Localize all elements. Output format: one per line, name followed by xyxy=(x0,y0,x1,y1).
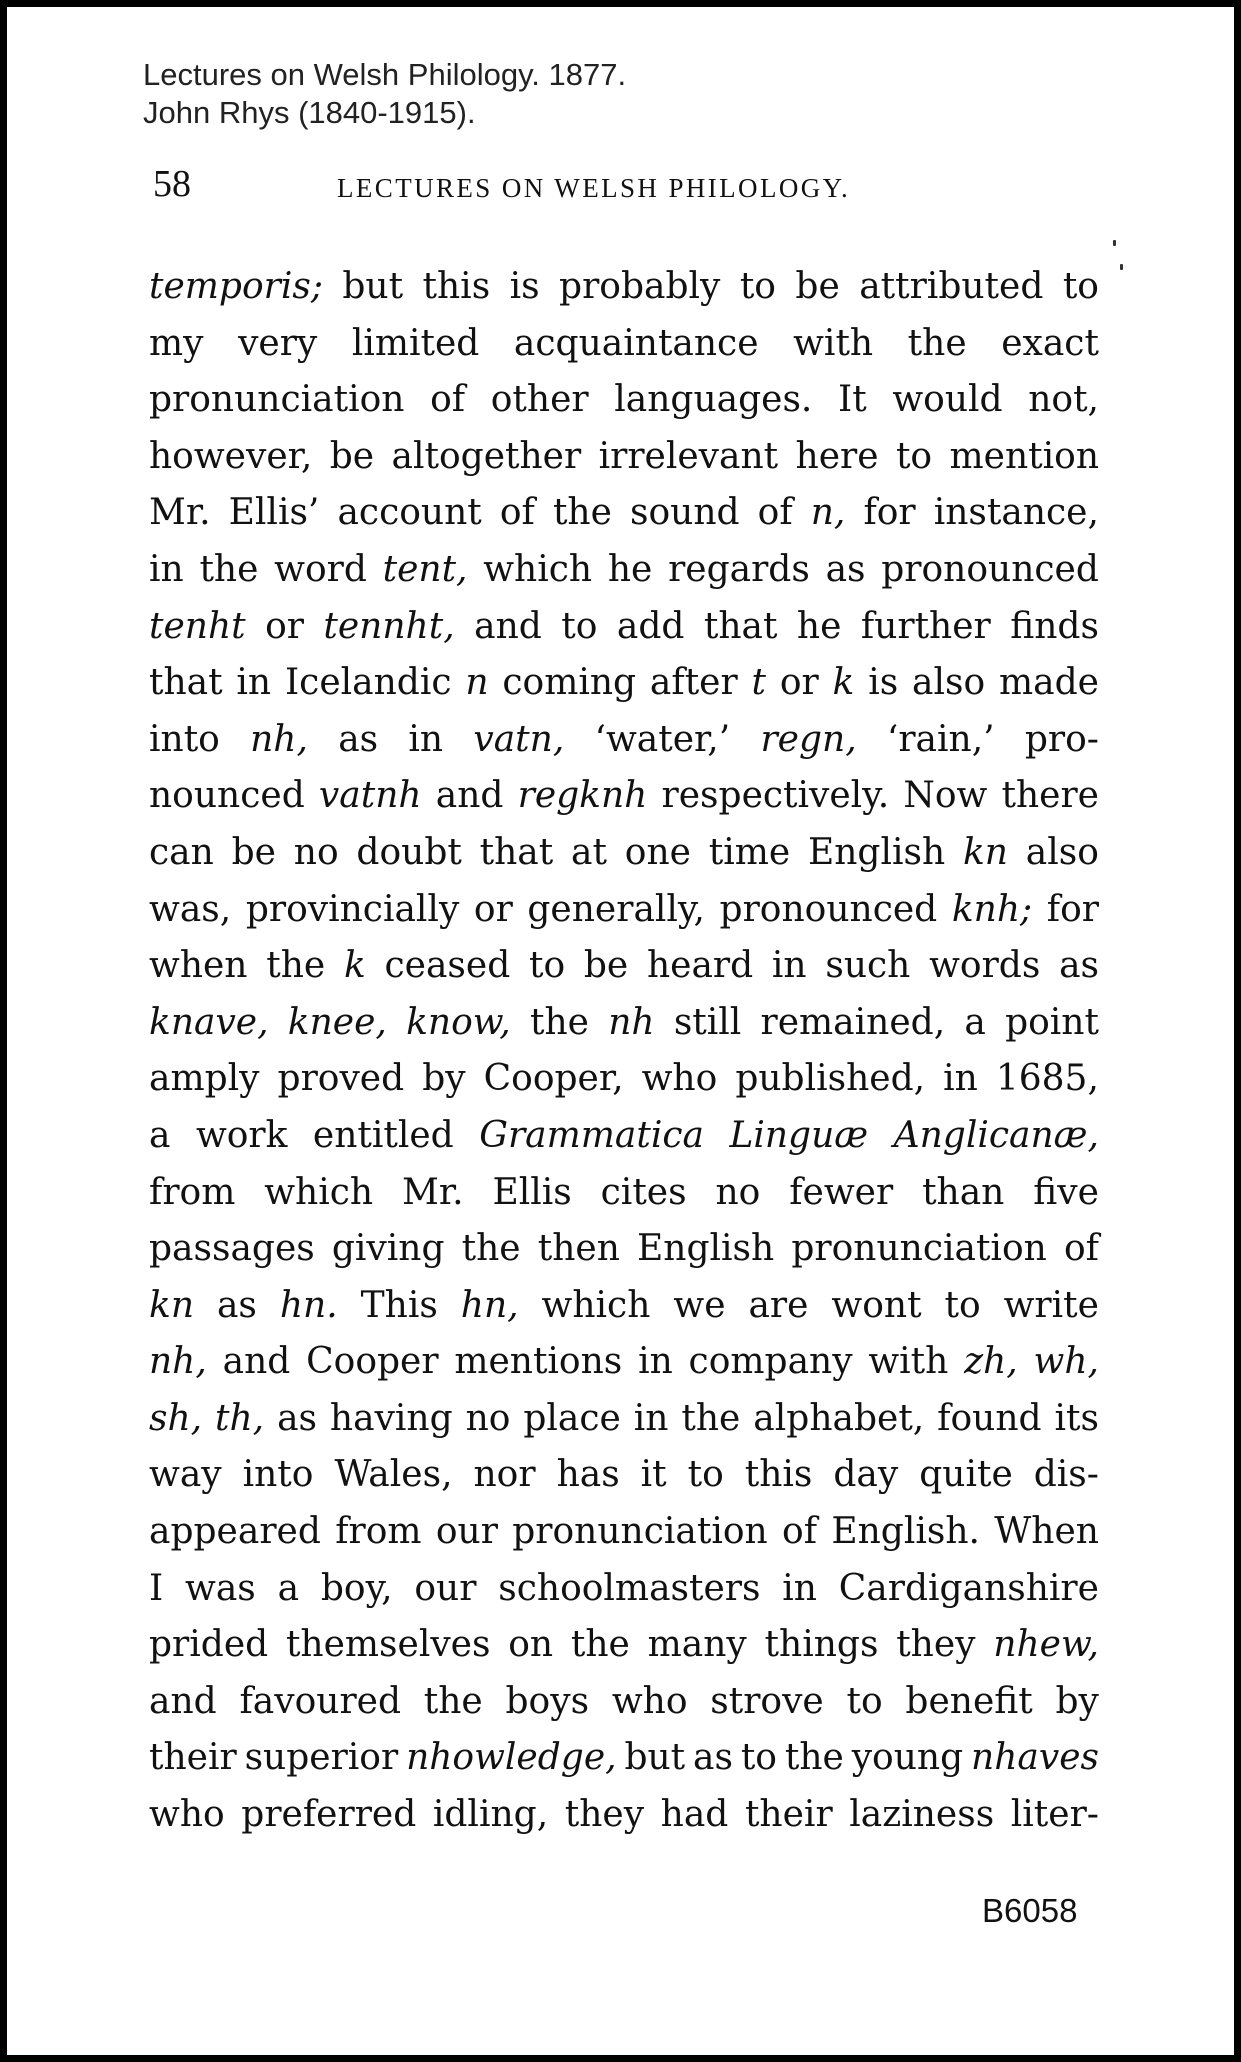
scan-speck xyxy=(1113,240,1116,246)
word: respectively. xyxy=(661,775,890,817)
word: English. xyxy=(831,1511,980,1553)
running-head: LECTURES ON WELSH PHILOLOGY. xyxy=(337,173,851,203)
word: heard xyxy=(646,945,754,987)
word: and xyxy=(222,1341,291,1383)
word: other xyxy=(490,379,589,421)
text-line xyxy=(149,655,1099,712)
word: the xyxy=(570,1624,630,1666)
word: no xyxy=(293,831,339,873)
text-line xyxy=(149,1730,1099,1787)
word: way xyxy=(149,1454,222,1496)
word: finds xyxy=(1010,605,1099,647)
italic-word: hn. xyxy=(279,1284,338,1326)
word: pronounced xyxy=(719,888,938,930)
word: altogether xyxy=(391,435,582,477)
italic-word: tent, xyxy=(382,548,468,590)
word: and xyxy=(435,775,504,817)
word: of xyxy=(430,379,466,421)
word: of xyxy=(757,492,793,534)
word: to xyxy=(740,1737,777,1779)
word: but xyxy=(624,1737,686,1779)
italic-word: Grammatica xyxy=(479,1114,704,1156)
word: is xyxy=(868,662,899,704)
word: boy, xyxy=(320,1567,393,1609)
word: was xyxy=(185,1567,256,1609)
word: my xyxy=(149,322,204,364)
word: day xyxy=(833,1454,899,1496)
word: of xyxy=(782,1511,818,1553)
word: as xyxy=(693,1737,733,1779)
word: proved xyxy=(277,1058,405,1100)
italic-word: nh, xyxy=(250,718,308,760)
word: their xyxy=(744,1794,833,1836)
word: English xyxy=(807,831,946,873)
word: amply xyxy=(149,1058,260,1100)
text-line xyxy=(149,599,1099,656)
word: strove xyxy=(710,1680,824,1722)
word: a xyxy=(149,1114,171,1156)
source-citation xyxy=(143,56,626,132)
word: be xyxy=(583,945,629,987)
word: in xyxy=(771,945,807,987)
word: limited xyxy=(351,322,480,364)
word: wont xyxy=(831,1284,922,1326)
word: published, xyxy=(735,1058,926,1100)
word: pronunciation xyxy=(512,1511,768,1553)
word: themselves xyxy=(285,1624,491,1666)
text-line xyxy=(149,542,1099,599)
word: be xyxy=(795,266,840,307)
word: young xyxy=(851,1737,964,1779)
word: here xyxy=(795,435,879,477)
word: boys xyxy=(505,1680,590,1722)
word: having xyxy=(329,1397,453,1439)
source-title: Lectures on Welsh Philology. 1877. xyxy=(143,57,627,92)
text-line xyxy=(149,1334,1099,1391)
word: he xyxy=(607,548,653,590)
italic-word: vatnh xyxy=(318,775,422,817)
word: who xyxy=(149,1794,225,1836)
text-line xyxy=(149,1051,1099,1108)
italic-word: th, xyxy=(215,1397,265,1439)
word: laziness xyxy=(849,1794,995,1836)
word: pro- xyxy=(1024,718,1099,760)
word: regards xyxy=(668,548,810,590)
word: favoured xyxy=(239,1680,402,1722)
word: they xyxy=(564,1794,645,1836)
word: the xyxy=(681,1397,741,1439)
text-line xyxy=(149,1278,1099,1335)
italic-word: hn, xyxy=(460,1284,519,1326)
word: passages xyxy=(149,1228,315,1270)
word: preferred xyxy=(241,1794,417,1836)
word: alphabet, xyxy=(753,1397,925,1439)
word: Cardiganshire xyxy=(838,1567,1099,1609)
word: who xyxy=(611,1680,688,1722)
word: that xyxy=(479,831,554,873)
word: to xyxy=(687,1454,724,1496)
text-line xyxy=(149,1165,1099,1222)
text-line xyxy=(149,1108,1099,1165)
word: English xyxy=(637,1228,775,1270)
word: schoolmasters xyxy=(498,1567,761,1609)
word: languages. xyxy=(614,379,813,421)
word: not, xyxy=(1028,379,1099,421)
word: which xyxy=(541,1284,651,1326)
italic-word: knh; xyxy=(951,888,1033,930)
word: sound xyxy=(629,492,740,534)
word: provincially xyxy=(245,888,460,930)
word: that xyxy=(703,605,778,647)
word: no xyxy=(715,1171,761,1213)
word: the xyxy=(552,492,612,534)
word: they xyxy=(896,1624,976,1666)
word: however, xyxy=(149,435,313,477)
word: when xyxy=(149,945,248,987)
word: to xyxy=(1062,266,1099,307)
word: things xyxy=(764,1624,879,1666)
word: at xyxy=(571,831,607,873)
word: add xyxy=(616,605,685,647)
italic-word: nh, xyxy=(149,1341,207,1383)
word: its xyxy=(1054,1397,1099,1439)
italic-word: tenht xyxy=(149,605,246,647)
word: instance, xyxy=(933,492,1099,534)
word: idling, xyxy=(432,1794,549,1836)
word: many xyxy=(647,1624,747,1666)
word: has xyxy=(556,1454,620,1496)
word: to xyxy=(846,1680,883,1722)
word: into xyxy=(149,718,220,760)
text-line xyxy=(149,372,1099,429)
word: in xyxy=(638,1341,673,1383)
word: When xyxy=(994,1511,1099,1553)
word: of xyxy=(499,492,535,534)
word: exact xyxy=(1001,322,1099,364)
word: from xyxy=(335,1511,422,1553)
word: to xyxy=(944,1284,981,1326)
word: giving xyxy=(331,1228,445,1270)
word: and xyxy=(474,605,542,647)
word: this xyxy=(744,1454,813,1496)
word: pronunciation xyxy=(149,379,405,421)
word: Cooper xyxy=(306,1341,439,1383)
word: one xyxy=(624,831,691,873)
word: point xyxy=(1005,1001,1099,1043)
word: pronounced xyxy=(881,548,1099,590)
word: would xyxy=(892,379,1003,421)
word: write xyxy=(1003,1284,1099,1326)
word: nounced xyxy=(149,775,305,817)
word: It xyxy=(838,379,867,421)
word: or xyxy=(779,662,819,704)
word: which xyxy=(264,1171,374,1213)
word: ceased xyxy=(384,945,511,987)
word: further xyxy=(860,605,991,647)
word: in xyxy=(943,1058,978,1100)
italic-word: zh, xyxy=(964,1341,1018,1383)
word: then xyxy=(537,1228,620,1270)
word: attributed xyxy=(859,266,1044,307)
word: dis- xyxy=(1033,1454,1099,1496)
word: word xyxy=(274,548,367,590)
word: but xyxy=(342,266,404,307)
text-line xyxy=(149,1674,1099,1731)
text-line xyxy=(149,1504,1099,1561)
word: appeared xyxy=(149,1511,321,1553)
word: which xyxy=(483,548,593,590)
word: doubt xyxy=(356,831,462,873)
word: coming xyxy=(502,662,637,704)
italic-word: kn xyxy=(962,831,1008,873)
catalog-stamp: B6058 xyxy=(982,1892,1078,1929)
text-line xyxy=(149,316,1099,373)
word: our xyxy=(435,1511,498,1553)
word: with xyxy=(868,1341,949,1383)
italic-word: wh, xyxy=(1033,1341,1099,1383)
word: can xyxy=(149,831,214,873)
text-line xyxy=(149,1787,1099,1844)
text-line xyxy=(149,712,1099,769)
word: as xyxy=(825,548,866,590)
word: this xyxy=(422,266,491,307)
word: as xyxy=(277,1397,317,1439)
italic-word: t xyxy=(751,662,766,704)
text-line xyxy=(149,1617,1099,1674)
italic-word: k xyxy=(343,945,366,987)
word: to xyxy=(529,945,566,987)
word: fewer xyxy=(789,1171,894,1213)
italic-word: nhaves xyxy=(971,1737,1099,1779)
word: generally, xyxy=(527,888,705,930)
word: the xyxy=(907,322,967,364)
word: are xyxy=(748,1284,809,1326)
word: work xyxy=(195,1114,288,1156)
text-line xyxy=(149,429,1099,486)
word: is xyxy=(509,266,540,307)
word: Icelandic xyxy=(284,662,452,704)
word: be xyxy=(231,831,276,873)
italic-word: vatn, xyxy=(473,718,565,760)
word: in xyxy=(149,548,184,590)
word: prided xyxy=(149,1624,269,1666)
text-line xyxy=(149,768,1099,825)
word: in xyxy=(782,1567,817,1609)
word: we xyxy=(673,1284,726,1326)
word: the xyxy=(530,1001,589,1043)
word: in xyxy=(633,1397,669,1439)
text-line xyxy=(149,485,1099,542)
word: mention xyxy=(949,435,1099,477)
word: Now xyxy=(903,775,988,817)
word: by xyxy=(422,1058,466,1100)
italic-word: regn, xyxy=(760,718,857,760)
page-number: 58 xyxy=(153,163,191,205)
word: 1685, xyxy=(995,1058,1099,1100)
word: from xyxy=(149,1171,236,1213)
word: irrelevant xyxy=(598,435,779,477)
text-line xyxy=(149,1447,1099,1504)
word: Mr. xyxy=(149,492,211,534)
word: who xyxy=(641,1058,718,1100)
word: acquaintance xyxy=(513,322,759,364)
text-line xyxy=(149,1391,1099,1448)
text-line xyxy=(149,882,1099,939)
body-text xyxy=(149,259,1099,1844)
word: words xyxy=(929,945,1041,987)
word: company xyxy=(688,1341,853,1383)
word: five xyxy=(1033,1171,1099,1213)
word: was, xyxy=(149,888,232,930)
word: in xyxy=(236,662,272,704)
word: on xyxy=(508,1624,554,1666)
italic-word: know, xyxy=(406,1001,511,1043)
word: it xyxy=(640,1454,667,1496)
word: or xyxy=(473,888,513,930)
italic-word: nhew, xyxy=(993,1624,1099,1666)
word: had xyxy=(660,1794,729,1836)
word: as xyxy=(216,1284,257,1326)
italic-word: n, xyxy=(810,492,846,534)
word: quite xyxy=(919,1454,1013,1496)
word: for xyxy=(863,492,916,534)
italic-word: nh xyxy=(608,1001,655,1043)
word: remained, xyxy=(760,1001,946,1043)
scan-speck xyxy=(1120,264,1123,270)
text-line xyxy=(149,825,1099,882)
word: liter- xyxy=(1010,1794,1099,1836)
word: cites xyxy=(600,1171,687,1213)
word: he xyxy=(796,605,842,647)
word: such xyxy=(825,945,911,987)
word: their xyxy=(149,1737,237,1779)
word: of xyxy=(1063,1228,1099,1270)
word: the xyxy=(423,1680,483,1722)
word: the xyxy=(461,1228,521,1270)
word: probably xyxy=(559,266,721,307)
word: I xyxy=(149,1567,164,1609)
italic-word: tennht, xyxy=(323,605,455,647)
word: by xyxy=(1055,1680,1099,1722)
word: This xyxy=(360,1284,438,1326)
word: into xyxy=(242,1454,314,1496)
word: our xyxy=(414,1567,477,1609)
italic-word: kn xyxy=(149,1284,194,1326)
text-line xyxy=(149,259,1099,316)
word: Cooper, xyxy=(483,1058,624,1100)
word: as xyxy=(338,718,379,760)
word: very xyxy=(238,322,318,364)
word: after xyxy=(649,662,738,704)
word: also xyxy=(1025,831,1099,873)
word: ‘water,’ xyxy=(594,718,731,760)
source-author: John Rhys (1840-1915). xyxy=(143,95,476,130)
italic-word: n xyxy=(465,662,489,704)
italic-word: regknh xyxy=(517,775,648,817)
italic-word: knave, xyxy=(149,1001,269,1043)
word: for xyxy=(1046,888,1099,930)
word: to xyxy=(739,266,776,307)
word: entitled xyxy=(312,1114,454,1156)
word: Wales, xyxy=(334,1454,453,1496)
word: be xyxy=(329,435,375,477)
text-line xyxy=(149,1561,1099,1618)
word: benefit xyxy=(905,1680,1033,1722)
word: than xyxy=(922,1171,1005,1213)
word: there xyxy=(1001,775,1099,817)
word: time xyxy=(708,831,791,873)
italic-word: Linguæ xyxy=(729,1114,869,1156)
word: found xyxy=(937,1397,1042,1439)
word: also xyxy=(912,662,986,704)
word: in xyxy=(408,718,444,760)
word: account xyxy=(337,492,482,534)
word: and xyxy=(149,1680,217,1722)
word: with xyxy=(793,322,874,364)
word: superior xyxy=(244,1737,399,1779)
italic-word: Anglicanæ, xyxy=(893,1114,1099,1156)
word: made xyxy=(998,662,1099,704)
italic-word: nhowledge, xyxy=(406,1737,617,1779)
word: as xyxy=(1059,945,1099,987)
word: no xyxy=(465,1397,511,1439)
word: or xyxy=(265,605,304,647)
word: Ellis xyxy=(492,1171,572,1213)
italic-word: sh, xyxy=(149,1397,203,1439)
word: a xyxy=(277,1567,300,1609)
word: to xyxy=(895,435,933,477)
text-line xyxy=(149,938,1099,995)
word: Ellis’ xyxy=(228,492,320,534)
italic-word: temporis; xyxy=(149,266,323,307)
word: the xyxy=(199,548,259,590)
word: mentions xyxy=(454,1341,623,1383)
word: the xyxy=(266,945,326,987)
word: a xyxy=(964,1001,986,1043)
word: place xyxy=(523,1397,621,1439)
word: nor xyxy=(473,1454,536,1496)
italic-word: knee, xyxy=(287,1001,387,1043)
word: ‘rain,’ xyxy=(886,718,995,760)
italic-word: k xyxy=(832,662,855,704)
word: pronunciation xyxy=(791,1228,1047,1270)
text-line xyxy=(149,1221,1099,1278)
text-line xyxy=(149,995,1099,1052)
word: that xyxy=(149,662,223,704)
word: to xyxy=(561,605,598,647)
word: still xyxy=(673,1001,742,1043)
word: Mr. xyxy=(402,1171,464,1213)
word: the xyxy=(784,1737,844,1779)
